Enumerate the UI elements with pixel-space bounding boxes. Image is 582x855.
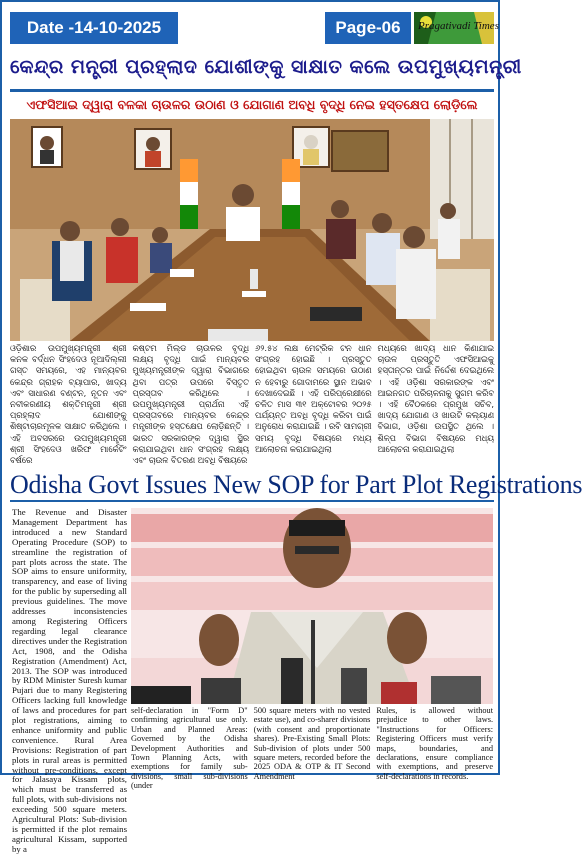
story2-column: Rules, is allowed without prejudice to other laws. "Instructions for Officers: Registering Officers must verify maps, boundaries, and declarations, ensure compliance with exemptions, and preserve self-declarations in records. bbox=[376, 706, 494, 781]
headline-band bbox=[10, 52, 522, 92]
story2-left-column: The Revenue and Disaster Management Department has introduced a new Standard Operating Procedure (SOP) to streamline the registration of part plots across the state. The SOP aims to ensure uniformity, transparency, and ease of living for the public by superseding all previous guidelines. The move addresses inconsistencies among Registering Officers regarding legal clearance directives under the Registration Act, 1908, and the Odisha Registration (Amendment) Act, 2013. The SOP was introduced by RDM Minister Suresh kumar Pujari due to many Registering Officers lacking full knowledge of laws and procedures for part plot registrations, aiming to enhance uniformity and public convenience. Rural Area Provisions: Registration of part plots in rural areas is permitted without pre-conditions, except for Jalasaya Kissam plots, which must be transferred as full plots, with sub-divisions not exceeding 500 square meters. Agricultural Plots: Sub-division is permitted if the plot remains agricultural Kissam, supported by a bbox=[12, 507, 127, 854]
story1-headline: କେନ୍ଦ୍ର ମନ୍ତ୍ରୀ ପ୍ରହ୍ଲାଦ ଯୋଶୀଙ୍କୁ ସାକ୍ଷାତ କଲେ ଉପମୁଖ୍ୟମନ୍ତ୍ରୀ bbox=[10, 56, 522, 78]
meeting-photo-illustration bbox=[10, 119, 494, 341]
story2-bottom-text bbox=[131, 706, 494, 791]
story1-column: ମଧ୍ୟରେ ଖାଦ୍ୟ ଧାନ କିଣାଯାଇ ଚାଉଳ ପ୍ରସ୍ତୁତି ଏଫସିଆଇକୁ ହସ୍ତାନ୍ତର ପାଇଁ ନିର୍ଦ୍ଦେଶ ଦେଇଥିଲେ । ଏହି ଓଡ଼ିଶା ସରକାରଙ୍କ ଏବଂ ଆଇନଗତ ପରିଚାଳନାକୁ ସୁଗମ କରିବ । ଏହି ବୈଠକରେ ପ୍ରମୁଖ ସଚିବ, ଖାଦ୍ୟ ଯୋଗାଣ ଓ ଖାଉଟି କଲ୍ୟାଣ ବିଭାଗ, ଓଡ଼ିଶା ଉପସ୍ଥିତ ଥିଲେ । ଶିଳ୍ପ ବିଭାଗ ବିଷୟରେ ମଧ୍ୟ ଆଲୋଚନା କରାଯାଇଥିଲା bbox=[377, 343, 494, 454]
story1-column: ୬୨.୫୪ ଲକ୍ଷ ମେଟ୍ରିକ ଟନ ଧାନ ସଂଗ୍ରହ ହୋଇଛି । ପ୍ରସ୍ତୁତ ହୋଇଥିବା ଚାଉଳ ସମୟରେ ଉଠାଣ ନ ହେବାରୁ ଗୋଦାମରେ ସ୍ଥାନ ଅଭାବ ଦେଖାଦେଇଛି । ଏହି ପରିପ୍ରେକ୍ଷୀରେ ଚଳିତ ମାସ ୩୧ ଅକ୍ଟୋବର ୨୦୨୫ ପର୍ଯ୍ୟନ୍ତ ଅବଧି ବୃଦ୍ଧି କରିବା ପାଇଁ ଅନୁରୋଧ କରାଯାଇଛି । ରବି ସାମଗ୍ରୀ ସମୟ ବୃଦ୍ଧି ବିଷୟରେ ମଧ୍ୟ ଆଲୋଚନା କରାଯାଇଥିଲା bbox=[255, 343, 372, 454]
press-briefing-photo bbox=[131, 508, 493, 704]
story1-body bbox=[10, 343, 494, 466]
story2-column: self-declaration in "Form D" confirming agricultural use only. Urban and Planned Areas: Governed by the Odisha Development Authorities and Town Planning Acts, with exemptions for family sub-divisions, small sub-divisions (under bbox=[131, 706, 248, 791]
press-briefing-illustration bbox=[131, 508, 493, 704]
story1-column: କଷ୍ଟମ ମିଲ୍ଡ ଚାଉଳର ବୃଦ୍ଧି ଲକ୍ଷ୍ୟ ବୃଦ୍ଧି ପାଇଁ ମାନ୍ୟବର ମୁଖ୍ୟମନ୍ତ୍ରୀଙ୍କ ଦ୍ୱାରା ବିଭାଗରେ ଥିବା ପତ୍ର ଉପରେ ବିସ୍ତୃତ ପ୍ରସ୍ତାବ କରିଥିଲେ । ଉପମୁଖ୍ୟମନ୍ତ୍ରୀ ପ୍ରାର୍ଥନା ଏହି ପ୍ରସ୍ତାବରେ ମାନ୍ୟବର କେନ୍ଦ୍ର ମନ୍ତ୍ରୀଙ୍କ ହସ୍ତକ୍ଷେପ ଲୋଡ଼ିଛନ୍ତି । ଭାରତ ସରକାରଙ୍କ ଦ୍ୱାରା ସ୍ଥିର କରାଯାଇଥିବା ଧାନ ସଂଗ୍ରହ ଲକ୍ଷ୍ୟ ଏବଂ ଚାଉଳ ବିତରଣ ଅବଧି ବିଷୟରେ bbox=[132, 343, 249, 466]
story1-column: ଓଡ଼ିଶାର ଉପମୁଖ୍ୟମନ୍ତ୍ରୀ ଶ୍ରୀ କନକ ବର୍ଦ୍ଧନ ସିଂହଦେଓ ନୂଆଦିଲ୍ଲୀ ଗସ୍ତ ସମୟରେ, ଏହ ମାନ୍ୟବର କେନ୍ଦ୍ର ଗ୍ରାହକ ବ୍ୟାପାର, ଖାଦ୍ୟ ଏବଂ ସାଧାରଣ ବଣ୍ଟନ, ନୂତନ ଏବଂ ନବୀକରଣୀୟ ଶକ୍ତିମନ୍ତ୍ରୀ ଶ୍ରୀ ପ୍ରହ୍ଲାଦ ଯୋଶୀଙ୍କୁ ଶିଷ୍ଟାଚାରମୂଳକ ସାକ୍ଷାତ କରିଥିଲେ । ଏହି ଅବସରରେ ଉପମୁଖ୍ୟମନ୍ତ୍ରୀ ଶ୍ରୀ ସିଂହଦେଓ ଖରିଫ ମାର୍କେଟିଂ ବର୍ଷରେ bbox=[10, 343, 127, 466]
logo-text: Pragativadi Times bbox=[418, 20, 499, 32]
story1-subhead: ଏଫସିଆଇ ଦ୍ୱାରା ବଳକା ଚାଉଳର ଉଠାଣ ଓ ଯୋଗାଣ ଅବଧି ବୃଦ୍ଧି ନେଇ ହସ୍ତକ୍ଷେପ ଲୋଡ଼ିଲେ bbox=[26, 97, 478, 112]
newspaper-logo bbox=[414, 12, 499, 44]
page-number-label: Page-06 bbox=[325, 12, 411, 44]
story2-column: 500 square meters with no vested estate use), and co-sharer divisions (with consent and proportionate shares). Pre-Existing Small Plots: Sub-division of plots under 500 square meters, recorded before the 2025 ODA & OTP & IT Second Amendment bbox=[253, 706, 371, 781]
subhead-band bbox=[10, 95, 494, 117]
date-label: Date -14-10-2025 bbox=[10, 12, 178, 44]
meeting-photo bbox=[10, 119, 494, 341]
story2-headline: Odisha Govt Issues New SOP for Part Plot Registrations bbox=[10, 468, 494, 502]
page-header bbox=[10, 10, 499, 46]
